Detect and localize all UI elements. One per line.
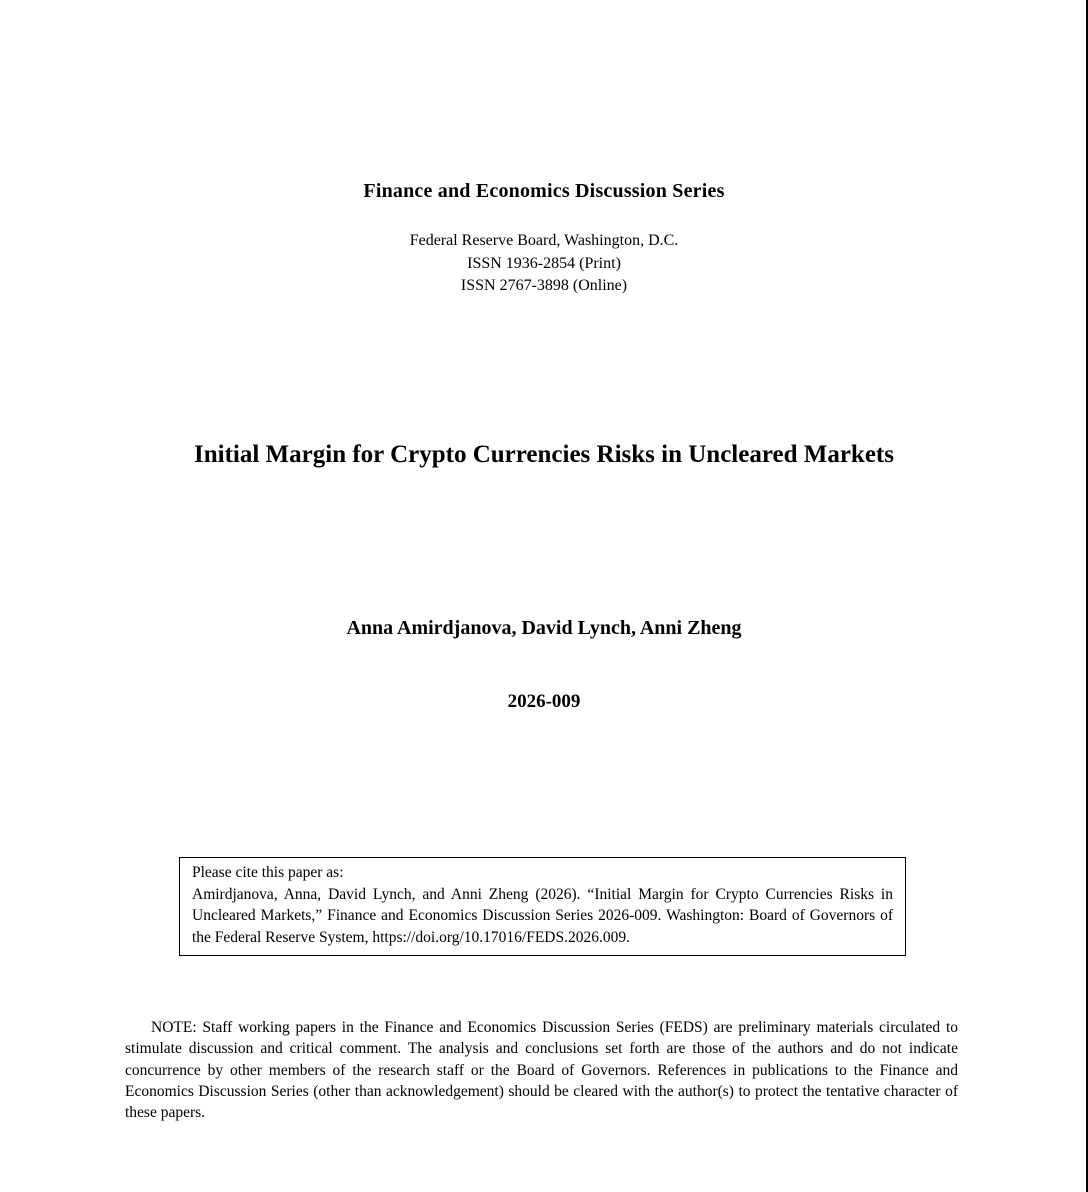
authors-line: Anna Amirdjanova, David Lynch, Anni Zheng: [346, 617, 742, 639]
citation-label: Please cite this paper as:: [192, 864, 344, 881]
issn-online-line: ISSN 2767-3898 (Online): [460, 277, 628, 294]
citation-text: Amirdjanova, Anna, David Lynch, and Anni Zheng (2026). “Initial Margin for Crypto Currencies Risks in Uncleared Markets,” Finance and Economics Discussion Series 2026-009. Washington: Board of Governors of the Federal Reserve System, https://doi.org/10.17016/FEDS.2026.009.: [192, 885, 893, 946]
paper-number: 2026-009: [507, 691, 581, 712]
series-title: Finance and Economics Discussion Series: [363, 180, 725, 202]
header-subtitle-block: [0, 230, 1088, 298]
citation-box: [179, 857, 906, 956]
issn-print-line: ISSN 1936-2854 (Print): [467, 254, 621, 272]
institution-line: Federal Reserve Board, Washington, D.C.: [409, 232, 679, 249]
paper-title: Initial Margin for Crypto Currencies Risks in Uncleared Markets: [194, 441, 894, 468]
note-paragraph: NOTE: Staff working papers in the Finance and Economics Discussion Series (FEDS) are preliminary materials circulated to stimulate discussion and critical comment. The analysis and conclusions set forth are those of the authors and do not indicate concurrence by other members of the research staff or the Board of Governors. References in publications to the Finance and Economics Discussion Series (other than acknowledgement) should be cleared with the author(s) to protect the tentative character of these papers.: [125, 1019, 958, 1122]
